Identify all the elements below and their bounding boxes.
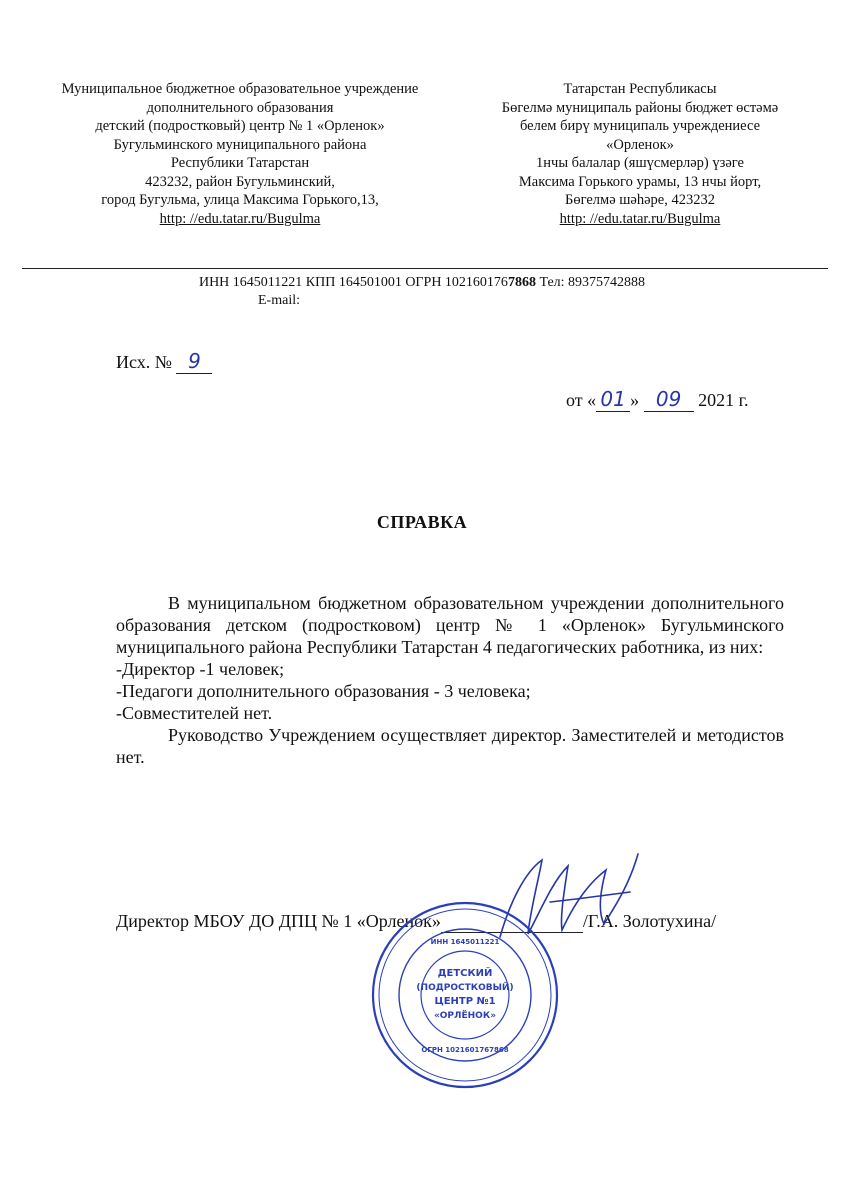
body-list-item: -Педагоги дополнительного образования - 3 человека; (116, 681, 531, 701)
seal-inn: ИНН 1645011221 (430, 938, 500, 946)
header-left-line: город Бугульма, улица Максима Горького,13, (101, 192, 379, 208)
requisites-prefix: ИНН 1645011221 КПП 164501001 ОГРН 102160176 (198, 275, 508, 290)
header-right-line: 1нчы балалар (яшүсмерләр) үзәге (536, 155, 744, 171)
header-right-line: Бөгелмә муниципаль районы бюджет өстәмә (501, 99, 779, 116)
header-left-line: детский (подростковый) центр № 1 «Орленок» (95, 118, 385, 134)
date-day-field (596, 388, 630, 412)
document-body (116, 592, 784, 768)
signature-position: Директор МБОУ ДО ДПЦ № 1 «Орленок» (116, 911, 441, 931)
official-seal (370, 900, 560, 1090)
header-divider (22, 268, 828, 269)
outgoing-number (116, 350, 212, 374)
outgoing-number-value: 9 (188, 349, 201, 373)
header-right-line: белем бирү муниципаль учреждениесе (519, 118, 761, 134)
header-left-line: 423232, район Бугульминский, (145, 173, 335, 190)
header-left-line: Республики Татарстан (170, 155, 310, 171)
seal-text-3: ЦЕНТР №1 (434, 996, 496, 1007)
header-right-line: Татарстан Республикасы (563, 81, 717, 97)
date-month: 09 (655, 387, 682, 411)
outgoing-number-field (176, 350, 212, 374)
header-right-line: «Орленок» (606, 136, 674, 153)
header-right-line: Бөгелмә шәһәре, 423232 (565, 192, 715, 208)
body-paragraph-1: В муниципальном бюджетном образовательном учреждении дополнительного образования детском (подростковом) центр № 1 «Орленок» Бугульминского муниципального района Республики Татарстан 4 педагогических работника, из них: (116, 593, 784, 657)
date-prefix: от « (566, 390, 597, 410)
outgoing-date (566, 388, 749, 412)
body-paragraph-2: Руководство Учреждением осуществляет директор. Заместителей и методистов нет. (116, 725, 784, 767)
date-year: 2021 г. (698, 390, 749, 410)
header-right-line: Максима Горького урамы, 13 нчы йорт, (518, 173, 762, 190)
seal-ogrn: ОГРН 1021601767868 (421, 1046, 509, 1054)
header-left-line: Бугульминского муниципального района (113, 136, 367, 153)
email-label: E-mail: (258, 293, 300, 308)
header-left-block (20, 80, 460, 228)
outgoing-number-label: Исх. № (116, 352, 172, 372)
signature-name: /Г.А. Золотухина/ (582, 911, 717, 931)
requisites-line (0, 274, 844, 291)
header-left-line: Муниципальное бюджетное образовательное учреждение (61, 81, 419, 97)
requisites-suffix: Тел: 89375742888 (535, 275, 646, 290)
body-list-item: -Директор -1 человек; (116, 659, 285, 679)
date-month-field (644, 388, 694, 412)
header-left-link[interactable]: http: //edu.tatar.ru/Bugulma (159, 210, 321, 227)
header-left-line: дополнительного образования (146, 99, 334, 116)
date-day: 01 (600, 387, 626, 411)
body-list-item: -Совместителей нет. (116, 703, 273, 723)
seal-text-2: (ПОДРОСТКОВЫЙ) (416, 983, 514, 993)
document-title: СПРАВКА (376, 512, 468, 532)
header-right-block (470, 80, 810, 228)
date-mid: » (630, 390, 640, 410)
requisites-bold: 7868 (507, 275, 536, 290)
seal-text-4: «ОРЛЁНОК» (433, 1011, 497, 1021)
header-right-link[interactable]: http: //edu.tatar.ru/Bugulma (559, 210, 721, 227)
seal-text-1: ДЕТСКИЙ (437, 968, 493, 979)
